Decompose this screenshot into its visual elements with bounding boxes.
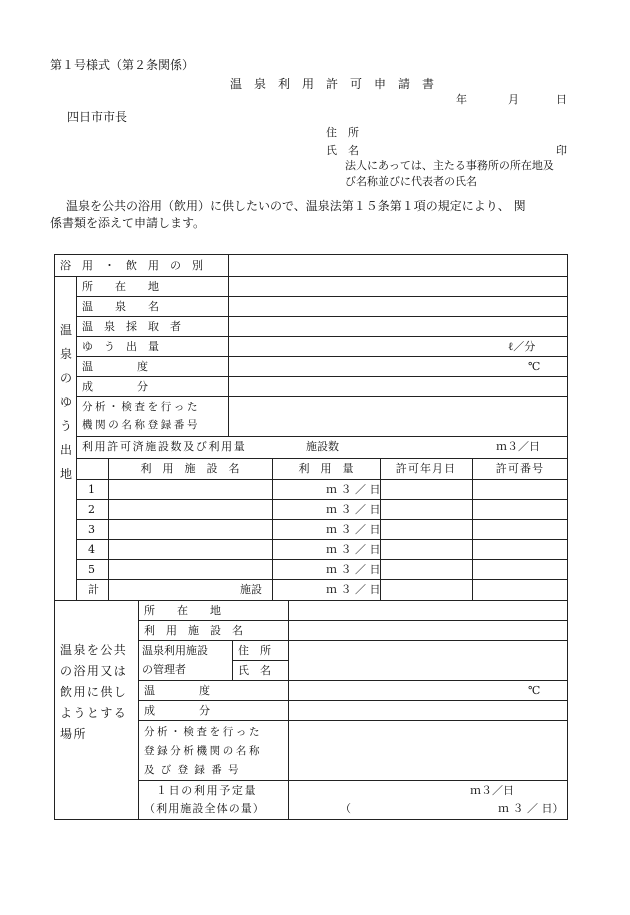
body-text-line-1: 温泉を公共の浴用（飲用）に供したいので、温泉法第１５条第１項の規定により、 関	[66, 199, 526, 213]
usage-unit: ｍ ３ ／ 日	[326, 503, 381, 516]
seal-mark: 印	[556, 144, 567, 157]
facility-row-number: 1	[88, 483, 95, 496]
facility-count-label: 施設数	[306, 440, 339, 453]
source-components-label: 成 分	[82, 380, 148, 393]
header-facility-name: 利 用 施 設 名	[140, 462, 240, 475]
form-title: 温 泉 利 用 許 可 申 請 書	[230, 77, 435, 91]
use-type-label: 浴 用 ・ 飲 用 の 別	[60, 259, 203, 272]
source-location-label: 所 在 地	[82, 280, 159, 293]
total-facility-suffix: 施設	[240, 583, 262, 596]
usage-unit: ｍ ３ ／ 日	[326, 483, 381, 496]
permitted-volume-unit: ｍ３／日	[496, 440, 540, 453]
date-year: 年	[456, 93, 467, 106]
date-day: 日	[556, 93, 567, 106]
applicant-name-label: 氏 名	[326, 144, 359, 157]
source-flow-label: ゆ う 出 量	[82, 340, 159, 353]
source-collector-label: 温 泉 採 取 者	[82, 320, 181, 333]
usage-unit: ｍ ３ ／ 日	[326, 563, 381, 576]
place-analysis-line-2: 登録分析機関の名称	[144, 745, 263, 757]
daily-total-paren-open: （	[340, 802, 351, 815]
date-month: 月	[508, 93, 519, 106]
source-name-label: 温 泉 名	[82, 300, 159, 313]
header-usage-volume: 利 用 量	[298, 462, 354, 475]
header-permit-number: 許可番号	[495, 462, 545, 475]
usage-unit: ｍ ３ ／ 日	[326, 543, 381, 556]
analysis-label-line-1: 分析・検査を行った	[82, 401, 201, 413]
place-manager-label-line-2: の管理者	[142, 663, 186, 676]
addressee: 四日市市長	[67, 110, 128, 124]
temperature-unit: ℃	[528, 360, 541, 373]
daily-total-unit: ｍ ３ ／ 日）	[498, 802, 564, 815]
place-temperature-unit: ℃	[528, 684, 541, 697]
daily-volume-label-line-1: １日の利用予定量	[156, 784, 258, 797]
facility-row-number: 2	[88, 503, 95, 516]
facility-row-number: 4	[88, 543, 95, 556]
daily-volume-unit: ｍ３／日	[470, 784, 514, 797]
place-facility-name-label: 利 用 施 設 名	[144, 624, 243, 637]
daily-volume-label-line-2: （利用施設全体の量）	[144, 802, 265, 815]
corporate-note-line-1: 法人にあっては、主たる事務所の所在地及	[345, 159, 554, 172]
place-analysis-line-1: 分析・検査を行った	[144, 726, 263, 738]
place-components-label: 成 分	[144, 704, 210, 717]
analysis-label-line-2: 機関の名称登録番号	[82, 419, 201, 431]
manager-name-label: 氏 名	[238, 664, 271, 677]
form-number: 第１号様式（第２条関係）	[50, 58, 195, 72]
place-location-label: 所 在 地	[144, 604, 221, 617]
facility-row-number: 5	[88, 563, 95, 576]
total-row-label: 計	[88, 583, 99, 596]
usage-unit: ｍ ３ ／ 日	[326, 583, 381, 596]
source-section-label: 温泉のゆう出地	[59, 323, 72, 481]
corporate-note-line-2: び名称並びに代表者の氏名	[345, 175, 477, 188]
manager-address-label: 住 所	[238, 644, 271, 657]
header-permit-date: 許可年月日	[395, 462, 457, 475]
place-temperature-label: 温 度	[144, 684, 210, 697]
applicant-address-label: 住 所	[326, 126, 359, 139]
place-manager-label-line-1: 温泉利用施設	[142, 644, 208, 657]
facility-row-number: 3	[88, 523, 95, 536]
usage-unit: ｍ ３ ／ 日	[326, 523, 381, 536]
permitted-facilities-label: 利用許可済施設数及び利用量	[82, 440, 247, 453]
public-use-place-label: 温泉を公共 の浴用又は 飲用に供し ようとする 場所	[60, 643, 128, 741]
flow-unit: ℓ／分	[508, 340, 536, 353]
place-analysis-line-3: 及び登録番号	[144, 764, 245, 776]
source-temperature-label: 温 度	[82, 360, 148, 373]
body-text-line-2: 係書類を添えて申請します。	[50, 216, 206, 230]
